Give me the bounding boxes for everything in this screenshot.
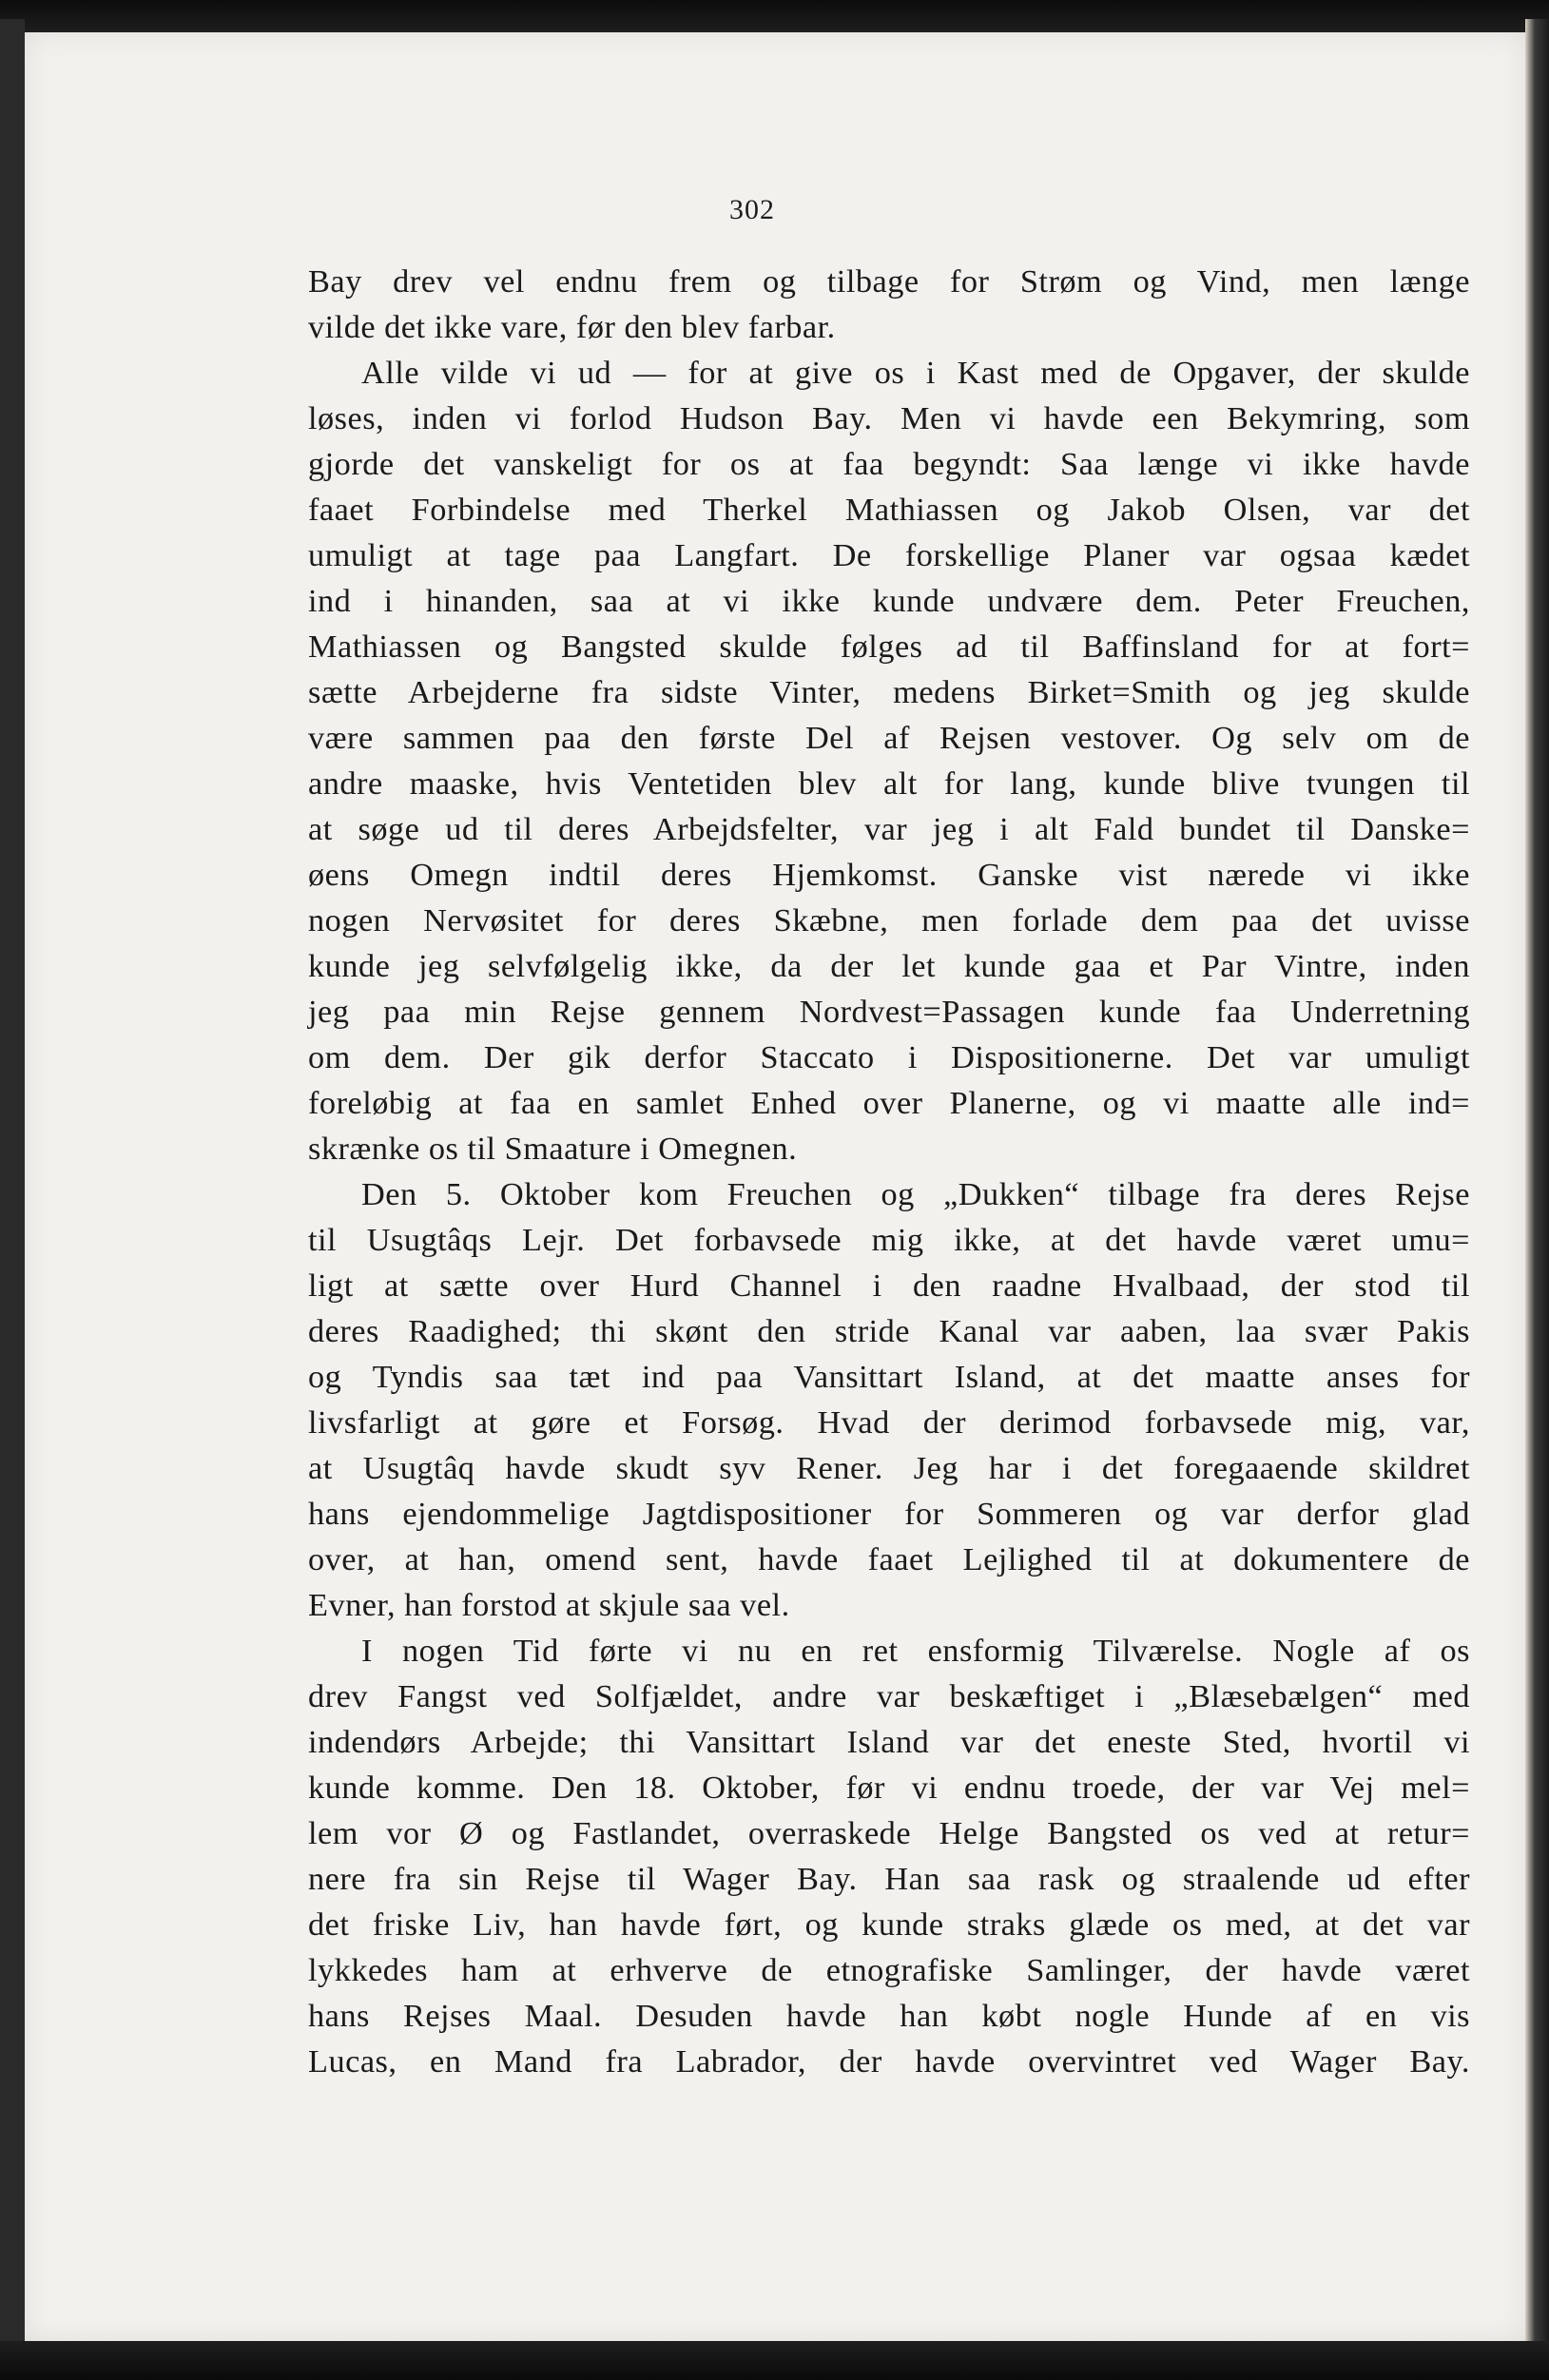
text-line: faaet Forbindelse med Therkel Mathiassen og Jakob Olsen, var det (308, 492, 1470, 528)
text-line: nogen Nervøsitet for deres Skæbne, men forlade dem paa det uvisse (308, 902, 1470, 938)
text-line: livsfarligt at gøre et Forsøg. Hvad der derimod forbavsede mig, var, (308, 1404, 1470, 1441)
text-line: I nogen Tid førte vi nu en ret ensformig Tilværelse. Nogle af os (361, 1633, 1470, 1669)
text-line: øens Omegn indtil deres Hjemkomst. Ganske vist nærede vi ikke (308, 857, 1470, 893)
text-line: jeg paa min Rejse gennem Nordvest=Passagen kunde faa Underretning (308, 994, 1470, 1030)
text-line: løses, inden vi forlod Hudson Bay. Men vi havde een Bekymring, som (308, 400, 1470, 436)
text-line: at Usugtâq havde skudt syv Rener. Jeg har i det foregaaende skildret (308, 1450, 1470, 1486)
text-line: det friske Liv, han havde ført, og kunde straks glæde os med, at det var (308, 1906, 1470, 1943)
text-line: drev Fangst ved Solfjældet, andre var beskæftiget i „Blæsebælgen“ med (308, 1678, 1470, 1714)
text-line: over, at han, omend sent, havde faaet Lejlighed til at dokumentere de (308, 1541, 1470, 1577)
book-page (25, 32, 1525, 2341)
text-line: Mathiassen og Bangsted skulde følges ad til Baffinsland for at fort= (308, 629, 1470, 665)
text-line: hans ejendommelige Jagtdispositioner for Sommeren og var derfor glad (308, 1496, 1470, 1532)
text-line: Alle vilde vi ud — for at give os i Kast med de Opgaver, der skulde (361, 355, 1470, 391)
text-line: og Tyndis saa tæt ind paa Vansittart Island, at det maatte anses for (308, 1359, 1470, 1395)
scan-top-border (0, 0, 1549, 32)
paragraph (308, 1171, 1470, 1628)
scan-bottom-border (0, 2341, 1549, 2380)
page-number: 302 (729, 194, 775, 225)
text-line: kunde komme. Den 18. Oktober, før vi endnu troede, der var Vej mel= (308, 1770, 1470, 1806)
body-text (308, 259, 1470, 2084)
paragraph (308, 1628, 1470, 2084)
text-line: gjorde det vanskeligt for os at faa begyndt: Saa længe vi ikke havde (308, 446, 1470, 482)
paragraph (308, 259, 1470, 350)
text-line: Bay drev vel endnu frem og tilbage for Strøm og Vind, men længe (308, 263, 1470, 300)
text-line: deres Raadighed; thi skønt den stride Kanal var aaben, laa svær Pakis (308, 1313, 1470, 1349)
text-line: foreløbig at faa en samlet Enhed over Planerne, og vi maatte alle ind= (308, 1085, 1470, 1121)
text-line: at søge ud til deres Arbejdsfelter, var jeg i alt Fald bundet til Danske= (308, 811, 1470, 847)
text-line: vilde det ikke vare, før den blev farbar. (308, 309, 836, 345)
text-line: Lucas, en Mand fra Labrador, der havde overvintret ved Wager Bay. (308, 2043, 1470, 2080)
text-line: indendørs Arbejde; thi Vansittart Island var det eneste Sted, hvortil vi (308, 1724, 1470, 1760)
text-line: være sammen paa den første Del af Rejsen vestover. Og selv om de (308, 720, 1470, 756)
text-line: kunde jeg selvfølgelig ikke, da der let kunde gaa et Par Vintre, inden (308, 948, 1470, 984)
text-line: nere fra sin Rejse til Wager Bay. Han saa rask og straalende ud efter (308, 1861, 1470, 1897)
text-line: ind i hinanden, saa at vi ikke kunde undvære dem. Peter Freuchen, (308, 583, 1470, 619)
scan-right-edge (1525, 19, 1549, 2349)
scan-left-edge (0, 19, 25, 2349)
paragraph (308, 350, 1470, 1171)
text-line: Den 5. Oktober kom Freuchen og „Dukken“ tilbage fra deres Rejse (361, 1176, 1470, 1212)
text-line: lykkedes ham at erhverve de etnografiske Samlinger, der havde været (308, 1952, 1470, 1988)
text-line: til Usugtâqs Lejr. Det forbavsede mig ikke, at det havde været umu= (308, 1222, 1470, 1258)
text-line: sætte Arbejderne fra sidste Vinter, medens Birket=Smith og jeg skulde (308, 674, 1470, 710)
text-line: andre maaske, hvis Ventetiden blev alt for lang, kunde blive tvungen til (308, 765, 1470, 802)
text-line: ligt at sætte over Hurd Channel i den raadne Hvalbaad, der stod til (308, 1267, 1470, 1304)
text-line: umuligt at tage paa Langfart. De forskellige Planer var ogsaa kædet (308, 537, 1470, 573)
text-line: lem vor Ø og Fastlandet, overraskede Helge Bangsted os ved at retur= (308, 1815, 1470, 1851)
text-line: hans Rejses Maal. Desuden havde han købt nogle Hunde af en vis (308, 1998, 1470, 2034)
text-line: Evner, han forstod at skjule saa vel. (308, 1587, 790, 1623)
text-line: skrænke os til Smaature i Omegnen. (308, 1131, 798, 1167)
text-line: om dem. Der gik derfor Staccato i Dispositionerne. Det var umuligt (308, 1039, 1470, 1075)
